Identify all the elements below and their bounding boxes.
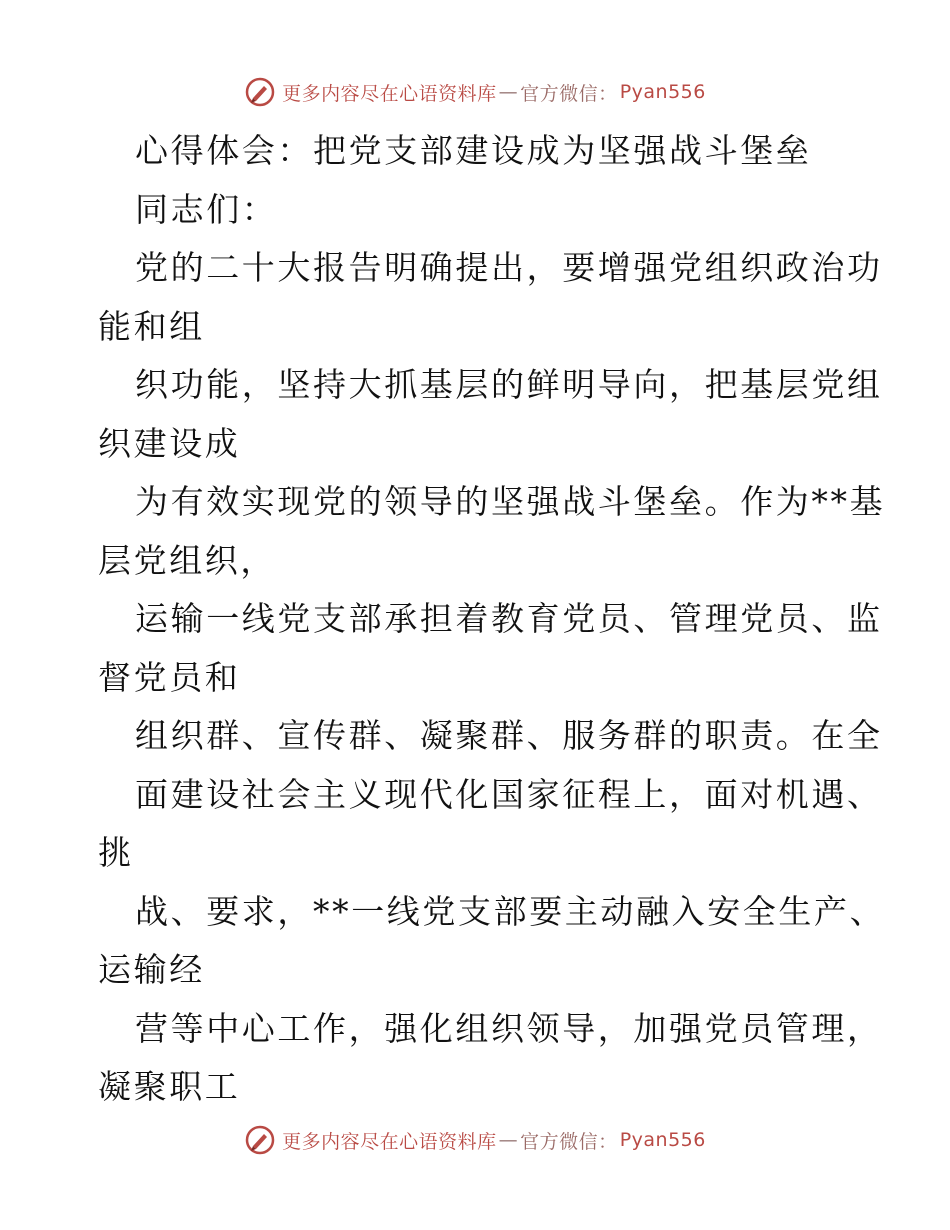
paragraph-line: 凝聚职工 (98, 1067, 241, 1106)
watermark-wechat-label: 官方微信： (520, 82, 618, 105)
watermark-dash: — (498, 81, 519, 103)
document-body (98, 122, 886, 1117)
watermark-library-text: 更多内容尽在心语资料库 (282, 1130, 497, 1153)
header-watermark (0, 72, 950, 112)
paragraph-line: 挑 (98, 833, 134, 872)
paragraph-line: 织建设成 (98, 423, 241, 463)
paragraph-line: 为有效实现党的领导的坚强战斗堡垒。作为**基 (135, 482, 886, 521)
watermark-wechat-id: Pyan556 (619, 1129, 706, 1151)
paragraph-line: 运输经 (98, 950, 205, 989)
paragraph-line: 营等中心工作，强化组织领导，加强党员管理， (135, 1008, 883, 1048)
pen-logo-icon (244, 76, 276, 108)
pen-logo-icon (244, 1124, 276, 1156)
document-title: 心得体会：把党支部建设成为坚强战斗堡垒 (135, 131, 812, 170)
paragraph-line: 能和组 (98, 306, 205, 346)
paragraph-line: 战、要求，**一线党支部要主动融入安全生产、 (135, 891, 886, 931)
paragraph-line: 组织群、宣传群、凝聚群、服务群的职责。在全 (135, 716, 883, 755)
footer-watermark (0, 1120, 950, 1160)
paragraph-line: 运输一线党支部承担着教育党员、管理党员、监 (135, 599, 883, 638)
salutation: 同志们： (135, 189, 278, 229)
paragraph-line: 督党员和 (98, 657, 241, 697)
paragraph-line: 层党组织， (98, 540, 276, 580)
watermark-wechat-id: Pyan556 (619, 81, 706, 103)
paragraph-line: 党的二十大报告明确提出，要增强党组织政治功 (135, 248, 883, 287)
paragraph-line: 织功能，坚持大抓基层的鲜明导向，把基层党组 (135, 365, 883, 404)
watermark-dash: — (498, 1129, 519, 1151)
paragraph-line: 面建设社会主义现代化国家征程上，面对机遇、 (135, 774, 883, 814)
watermark-library-text: 更多内容尽在心语资料库 (282, 82, 497, 105)
watermark-wechat-label: 官方微信： (520, 1130, 618, 1153)
